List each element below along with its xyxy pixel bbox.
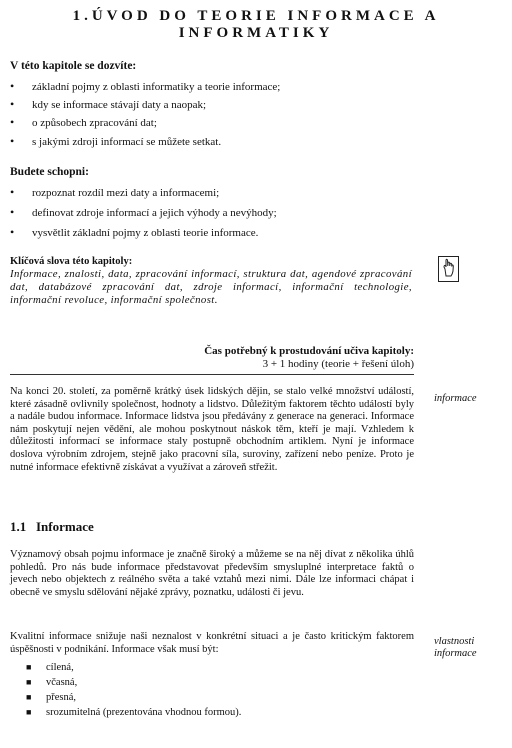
quality-item: ■ včasná, xyxy=(26,677,78,688)
ability-item: • definovat zdroje informací a jejich výhody a nevýhody; xyxy=(10,205,277,219)
time-value: 3 + 1 hodiny (teorie + řešení úloh) xyxy=(262,358,414,370)
section-paragraph-1: Významový obsah pojmu informace je značně široký a můžeme se na něj dívat z několika úhlů pohledů. Pro nás bude informace představovat především smysluplné interpretace faktů o jevech nebo objektech z reálného světa a také vztahů mezi nimi. Dále lze informaci chápat i obecně ve smyslu sdělování nějaké zprávy, poznatku, události či jevu. xyxy=(10,549,414,598)
quality-item: ■ přesná, xyxy=(26,692,77,703)
time-label: Čas potřebný k prostudování učiva kapitoly: xyxy=(204,345,414,357)
quality-item: ■ cílená, xyxy=(26,662,74,673)
divider xyxy=(10,374,414,375)
learn-item: • s jakými zdroji informací se můžete setkat. xyxy=(10,134,222,148)
ability-item: • vysvětlit základní pojmy z oblasti teorie informace. xyxy=(10,225,259,239)
section-number: 1.1 xyxy=(10,519,27,534)
keywords-text: Informace, znalosti, data, zpracování informací, struktura dat, agendové zpracování dat, databázové zpracování dat, zdroje informací, informační technologie, informační revoluce, informační společnost. xyxy=(10,268,412,307)
margin-note-vlastnosti: vlastnosti informace xyxy=(434,636,477,659)
chapter-title-line-1: 1.ÚVOD DO TEORIE INFORMACE A xyxy=(72,8,440,24)
chapter-title-line-2: INFORMATIKY xyxy=(178,25,334,41)
learn-item: • o způsobech zpracování dat; xyxy=(10,115,157,129)
pointing-hand-icon xyxy=(438,256,459,282)
learn-item: • kdy se informace stávají daty a naopak; xyxy=(10,97,207,111)
quality-item: ■ srozumitelná (prezentována vhodnou formou). xyxy=(26,707,242,718)
learn-item: • základní pojmy z oblasti informatiky a teorie informace; xyxy=(10,79,281,93)
learn-heading: V této kapitole se dozvíte: xyxy=(10,60,137,72)
section-title: Informace xyxy=(36,519,94,534)
section-paragraph-2: Kvalitní informace snižuje naši neznalost v konkrétní situaci a je často kritickým faktorem úspěšnosti v podnikání. Informace však musí být: xyxy=(10,631,414,655)
intro-paragraph: Na konci 20. století, za poměrně krátký úsek lidských dějin, se stalo velké množství událostí, které zásadně ovlivnily společnost, hodnoty a lidstvo. Důležitým faktorem těchto událostí byly a nadále budou informace. Informace lidstva jsou předávány z generace na generaci. Informace nám poskytují nejen vědění, ale mohou poskytnout náskok těm, kteří je mají. Vzhledem k důležitosti informací se informace staly postupně obchodním artiklem. Nyní je informace doslova výrobním zdrojem, stejně jako pracovní síla, suroviny, zařízení nebo peníze. Proto je nutné informace efektivně získávat a využívat a zároveň střežit. xyxy=(10,386,414,473)
keywords-heading: Klíčová slova této kapitoly: xyxy=(10,256,133,267)
margin-note-informace: informace xyxy=(434,393,477,404)
ability-item: • rozpoznat rozdíl mezi daty a informacemi; xyxy=(10,185,220,199)
abilities-heading: Budete schopni: xyxy=(10,166,89,178)
section-heading xyxy=(10,519,94,535)
